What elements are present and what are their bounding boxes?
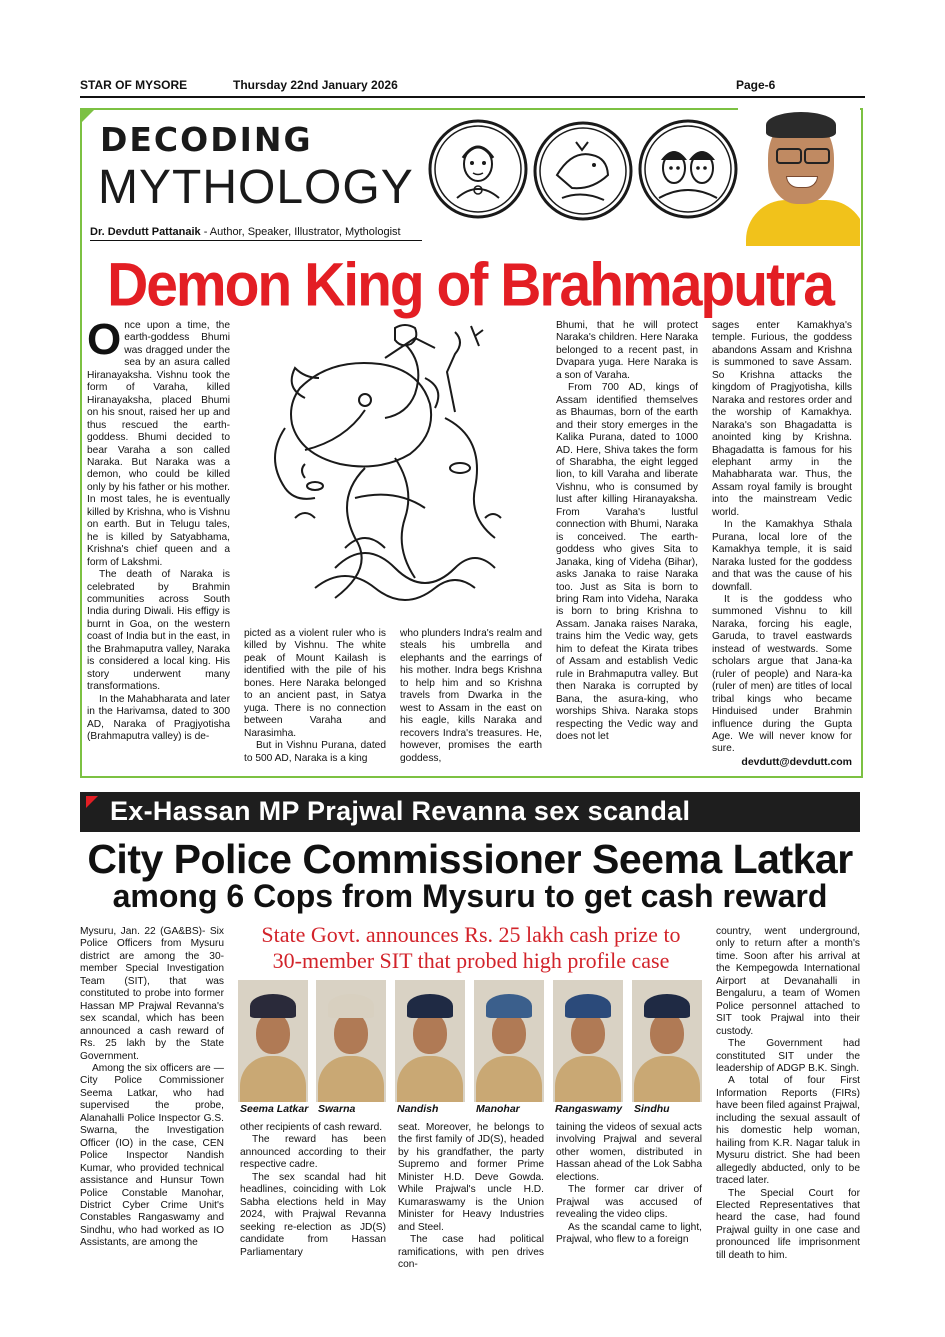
- paragraph: A total of four First Information Reports (FIRs) have been filed against Prajwal, including the sexual assault of his domestic help woman, hailing from K.R. Nagar taluk in Mysuru district. She had been allegedly abducted, only to be traced later.: [716, 1075, 860, 1187]
- paragraph: In the Kamakhya Sthala Purana, local lore of the Kamakhya temple, it is said Naraka lusted for the goddess and that was the cause of his downfall.: [712, 519, 852, 593]
- officer-name: Swarna: [318, 1103, 356, 1115]
- topic-banner: [80, 792, 860, 832]
- byline-rule: [90, 240, 422, 241]
- paragraph: But in Vishnu Purana, dated to 500 AD, Naraka is a king: [244, 740, 386, 764]
- article-headline: Demon King of Brahmaputra: [107, 250, 833, 320]
- officer-photo: [553, 980, 623, 1102]
- paragraph: The Government had constituted SIT under the leadership of ADGP B.K. Singh.: [716, 1038, 860, 1074]
- photo-cap: [565, 994, 611, 1018]
- deck-line-1: State Govt. announces Rs. 25 lakh cash prize to: [261, 922, 681, 947]
- paper-name: STAR OF MYSORE: [80, 78, 188, 92]
- officer-photo: [395, 980, 465, 1102]
- author-email: devdutt@devdutt.com: [741, 756, 852, 768]
- paragraph: Among the six officers are — City Police Commissioner Seema Latkar, who had supervised the probe, Alanahalli Police Inspector G.S. Swarna, the Investigation Officer (IO) in the case, CEN Police Inspector Nandish Kumar, who provided technical assistance and Hunsur Town Police Constable Manohar, District Cyber Crime Unit's Constables Rangaswamy and Sindhu, who had worked as IO Assistants, are among the: [80, 1062, 224, 1249]
- goddess-medallion-icon: [427, 118, 529, 220]
- paragraph: The sex scandal had hit headlines, coinciding with Lok Sabha elections held in May 2024, with Prajwal Revanna seeking re-election as JD(S) candidate from Hassan Parliamentary: [240, 1171, 386, 1258]
- article1-column-5: [712, 320, 852, 756]
- couple-medallion-icon: [637, 118, 739, 220]
- photo-face: [492, 1012, 526, 1054]
- photo-uniform: [318, 1056, 384, 1102]
- article2-column-5: [716, 926, 860, 1262]
- paragraph: who plunders Indra's realm and steals his umbrella and elephants and the earrings of his mother. Indra begs Krishna to help him and so Krishna travels from Dwarka in the west to Assam in the east on his eagle, kills Naraka and recovers Indra's treasures. He, however, promises the earth goddess,: [400, 628, 542, 764]
- author-portrait: [738, 108, 860, 246]
- article1-column-1: [87, 315, 230, 743]
- paragraph: As the scandal came to light, Prajwal, who flew to a foreign: [556, 1221, 702, 1246]
- photo-cap: [644, 994, 690, 1018]
- varaha-illustration: [245, 318, 545, 618]
- officer-photo: [632, 980, 702, 1102]
- article2-headline: City Police Commissioner Seema Latkar: [87, 836, 853, 882]
- officer-name: Sindhu: [634, 1103, 670, 1115]
- officer-name: Seema Latkar: [240, 1103, 309, 1115]
- paragraph: From 700 AD, kings of Assam identified themselves as Bhaumas, born of the earth and their story emerges in the Kalika Purana, dated to 1000 AD. Here, Shiva takes the form of Sharabha, the eight legged lion, to kill Varaha and liberate Vishnu, who is consumed by lust after killing Hiranayaksha. From Varaha's lustful connection with Bhumi, Naraka is conceived. The earth-goddess who gives Sita to Janaka, king of Videha (Bihar), asks Janaka to raise Naraka too. Just as Sita is born to bring Ram into Videha, Naraka is born to bring Krishna to Assam. Janaka raises Naraka, trains him the Vedic way, gets him to defeat the Kirata tribes of Assam and establish Vedic rule in Brahmaputra valley. But then Naraka is corrupted by Bana, the asura-king, who worships Shiva. Naraka stops respecting the Vedic way and does not let: [556, 382, 698, 742]
- photo-uniform: [634, 1056, 700, 1102]
- paragraph: The case had political ramifications, with pen drives con-: [398, 1234, 544, 1270]
- photo-cap: [250, 994, 296, 1018]
- photo-face: [256, 1012, 290, 1054]
- photo-uniform: [240, 1056, 306, 1102]
- article1-column-4: [556, 320, 698, 743]
- paragraph: sages enter Kamakhya's temple. Furious, the goddess abandons Assam and Krishna is summoned to save Assam. So Krishna attacks the kingdom of Pragjyotisha, kills Naraka and restores order and the worship of Kamakhya. Naraka's son Bhagadatta is anointed king by Krishna. Bhagadatta is famous for his elephant army in the Mahabharata war. Thus, the Assam royal family is brought into the mainstream Vedic world.: [712, 320, 852, 518]
- page-number: Page-6: [736, 78, 776, 92]
- paragraph: seat. Moreover, he belongs to the first family of JD(S), headed by his grandfather, the party Supremo and former Prime Minister H.D. Deve Gowda. While Prajwal's uncle H.D. Kumaraswamy is the Union Minister for Heavy Industries and Steel.: [398, 1122, 544, 1233]
- banner-flag-icon: [86, 796, 98, 808]
- masthead-rule: [80, 96, 865, 98]
- article1-column-3: [400, 628, 542, 765]
- author-name: Dr. Devdutt Pattanaik: [90, 226, 201, 238]
- paragraph: nce upon a time, the earth-goddess Bhumi was dragged under the sea by an asura called Hiranayaksha. Vishnu took the form of Varaha, killed Hiranayaksha, placed Bhumi on his snout, raised her up and thus rescued the earth-goddess. Bhumi decided to bear Varaha a son called Naraka. But Naraka was a demon, who could be killed only by his father or his mother. In most tales, he is eventually killed by Krishna, who is Vishnu on earth. But in Telugu tales, he is killed by Satyabhama, Krishna's chief queen and a form of Lakshmi.: [87, 320, 230, 568]
- deck-line-2: 30-member SIT that probed high profile case: [272, 948, 670, 973]
- officer-name: Rangaswamy: [555, 1103, 623, 1115]
- photo-cap: [407, 994, 453, 1018]
- officer-name: Nandish: [397, 1103, 439, 1115]
- paragraph: other recipients of cash reward.: [240, 1122, 383, 1133]
- portrait-glasses-right: [804, 148, 830, 164]
- paragraph: Mysuru, Jan. 22 (GA&BS)- Six Police Officers from Mysuru district are among the 30-member Special Investigation Team (SIT), that was constituted to probe into former Hassan MP Prajwal Revanna's sex scandal, which has been announced a cash reward of Rs. 25 lakh by the State Government.: [80, 926, 224, 1062]
- column-title: MYTHOLOGY: [98, 161, 414, 214]
- paragraph: In the Mahabharata and later in the Harivamsa, dated to 300 AD, Naraka of Pragjyotisha (Brahmaputra valley) is de-: [87, 693, 230, 742]
- photo-face: [334, 1012, 368, 1054]
- portrait-hair: [766, 112, 836, 138]
- paragraph: country, went underground, only to return after a month's time. Soon after his arrival at the Kempegowda International Airport at Devanahalli in Bengaluru, a team of Women Police personnel attached to SIT took Prajwal into their custody.: [716, 926, 860, 1037]
- portrait-shirt: [746, 200, 860, 246]
- portrait-glasses-left: [776, 148, 802, 164]
- photo-uniform: [397, 1056, 463, 1102]
- paragraph: The former car driver of Prajwal was accused of revealing the video clips.: [556, 1184, 702, 1221]
- paragraph: The Special Court for Elected Representatives that heard the case, had found Prajwal guilty in one case and pronounced life imprisonment till death to him.: [716, 1187, 860, 1261]
- paragraph: Bhumi, that he will protect Naraka's children. Here Naraka belonged to a recent past, in Dvapara yuga. Here Naraka is a son of Varaha.: [556, 320, 698, 381]
- article1-column-2: [244, 628, 386, 765]
- drop-cap: O: [87, 315, 122, 364]
- officer-photo: [238, 980, 308, 1102]
- officer-photo: [474, 980, 544, 1102]
- article2-column-1: [80, 926, 224, 1250]
- article2-column-2: [240, 1122, 386, 1259]
- author-role: - Author, Speaker, Illustrator, Mythologist: [200, 226, 401, 238]
- paragraph: The reward has been announced according to their respective cadre.: [240, 1134, 386, 1171]
- article2-deck: [234, 922, 708, 974]
- officer-name: Manohar: [476, 1103, 520, 1115]
- officer-photo: [316, 980, 386, 1102]
- masthead: [80, 78, 865, 94]
- article2-column-3: [398, 1122, 544, 1271]
- photo-uniform: [555, 1056, 621, 1102]
- photo-cap: [328, 994, 374, 1018]
- photo-cap: [486, 994, 532, 1018]
- corner-flag: [82, 108, 98, 124]
- article2-subheadline: among 6 Cops from Mysuru to get cash reward: [112, 878, 828, 914]
- paragraph: It is the goddess who summoned Vishnu to kill Naraka, forcing his eagle, Garuda, to travel eastwards instead of westwards. Some scholars argue that Jana-ka (ruler of people) and Nara-ka (ruler of men) are titles of local tribal kings who became Hinduised under Brahmin influence during the Gupta Age. We will never know for sure.: [712, 593, 852, 755]
- varaha-medallion-icon: [532, 120, 634, 222]
- column-kicker: DECODING: [100, 120, 313, 159]
- photo-face: [413, 1012, 447, 1054]
- photo-uniform: [476, 1056, 542, 1102]
- paragraph: taining the videos of sexual acts involving Prajwal and several other women, distributed in Hassan ahead of the Lok Sabha elections.: [556, 1122, 702, 1183]
- paragraph: The death of Naraka is celebrated by Brahmin communities across South India during Diwali. His effigy is burnt in Goa, on the western coast of India but in the east, in the Brahmaputra valley, Naraka is considered a local king. His story underwent many transformations.: [87, 569, 230, 693]
- photo-face: [571, 1012, 605, 1054]
- author-byline: [90, 226, 401, 238]
- banner-text: Ex-Hassan MP Prajwal Revanna sex scandal: [110, 796, 691, 826]
- article2-column-4: [556, 1122, 702, 1247]
- issue-date: Thursday 22nd January 2026: [233, 78, 398, 92]
- paragraph: picted as a violent ruler who is killed by Vishnu. The white peak of Mount Kailash is identified with the pile of his bones. Here Naraka belonged to an ancient past, in Satya yuga. There is no connection between Varaha and Narasimha.: [244, 628, 386, 739]
- photo-face: [650, 1012, 684, 1054]
